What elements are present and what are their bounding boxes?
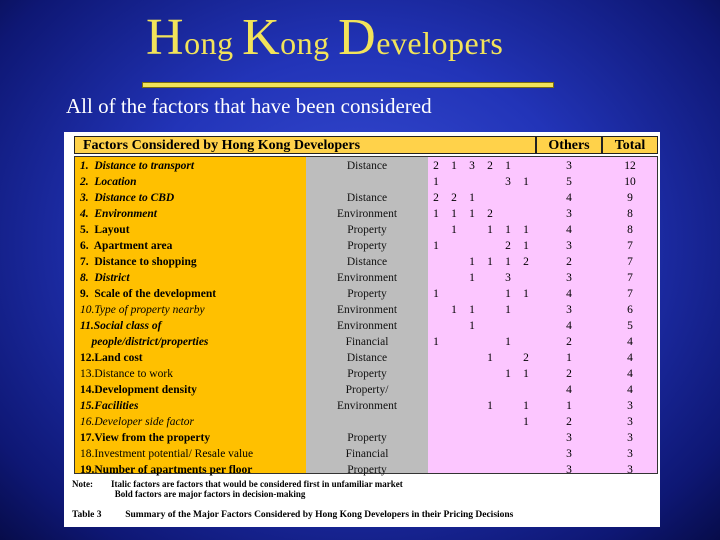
total-count: 8 (627, 224, 633, 236)
title-word-ong-2: ong (280, 25, 339, 61)
developer-mark: 1 (523, 368, 529, 380)
category-label: Distance (346, 352, 388, 364)
factor-label: 13.Distance to work (80, 368, 173, 380)
developer-mark: 2 (523, 352, 529, 364)
total-count: 3 (627, 448, 633, 460)
developer-mark: 2 (523, 256, 529, 268)
table-caption: Table 3 Summary of the Major Factors Considered by Hong Kong Developers in their Pricing Decisions (72, 510, 514, 520)
total-count: 10 (624, 176, 636, 188)
total-count: 4 (627, 336, 633, 348)
slide-title (146, 8, 503, 73)
table-row (64, 382, 660, 398)
developer-mark: 2 (433, 160, 439, 172)
table-row (64, 254, 660, 270)
table-row (64, 206, 660, 222)
others-count: 1 (566, 400, 572, 412)
table-row (64, 318, 660, 334)
developer-mark: 1 (451, 224, 457, 236)
developer-mark: 1 (505, 224, 511, 236)
others-count: 4 (566, 384, 572, 396)
factor-label: 19.Number of apartments per floor (80, 464, 253, 476)
others-count: 2 (566, 368, 572, 380)
category-label: Property (347, 240, 387, 252)
table-row (64, 430, 660, 446)
developer-mark: 2 (505, 240, 511, 252)
table-row (64, 158, 660, 174)
factor-label: 15.Facilities (80, 400, 139, 412)
title-letter-k: K (242, 9, 281, 66)
table-row (64, 174, 660, 190)
category-label: Property (347, 224, 387, 236)
table-row (64, 270, 660, 286)
factor-label: 11.Social class of (80, 320, 162, 332)
factor-label: 5. Layout (80, 224, 130, 236)
total-count: 3 (627, 400, 633, 412)
total-count: 4 (627, 368, 633, 380)
table-row (64, 366, 660, 382)
factor-label: 18.Investment potential/ Resale value (80, 448, 254, 460)
others-count: 3 (566, 240, 572, 252)
total-count: 4 (627, 352, 633, 364)
category-label: Distance (346, 192, 388, 204)
total-count: 8 (627, 208, 633, 220)
total-count: 3 (627, 464, 633, 476)
factor-label: 14.Development density (80, 384, 197, 396)
category-label: Environment (336, 304, 398, 316)
others-count: 4 (566, 224, 572, 236)
table-row (64, 334, 660, 350)
table-notes (72, 479, 403, 499)
others-count: 4 (566, 288, 572, 300)
category-label: Financial (345, 448, 389, 460)
factor-label: 12.Land cost (80, 352, 143, 364)
total-count: 7 (627, 240, 633, 252)
category-label: Distance (346, 160, 388, 172)
developer-mark: 1 (505, 368, 511, 380)
developer-mark: 1 (523, 288, 529, 300)
developer-mark: 1 (523, 240, 529, 252)
header-factors: Factors Considered by Hong Kong Developers (74, 136, 536, 154)
table-row (64, 286, 660, 302)
others-count: 3 (566, 160, 572, 172)
total-count: 3 (627, 416, 633, 428)
others-count: 5 (566, 176, 572, 188)
others-count: 4 (566, 192, 572, 204)
factor-label: 6. Apartment area (80, 240, 173, 252)
factor-label: 17.View from the property (80, 432, 211, 444)
developer-mark: 1 (505, 336, 511, 348)
category-label: Property/ (345, 384, 389, 396)
developer-mark: 1 (451, 304, 457, 316)
developer-mark: 1 (523, 176, 529, 188)
others-count: 3 (566, 272, 572, 284)
developer-mark: 1 (487, 224, 493, 236)
developer-mark: 2 (433, 192, 439, 204)
factor-label: 2. Location (80, 176, 137, 188)
category-label: Environment (336, 272, 398, 284)
table-row (64, 398, 660, 414)
developer-mark: 1 (523, 416, 529, 428)
developer-mark: 1 (433, 288, 439, 300)
developer-mark: 2 (487, 160, 493, 172)
table-row (64, 350, 660, 366)
category-label: Environment (336, 400, 398, 412)
total-count: 12 (624, 160, 636, 172)
table-row (64, 446, 660, 462)
category-label: Property (347, 464, 387, 476)
total-count: 5 (627, 320, 633, 332)
developer-mark: 1 (469, 192, 475, 204)
developer-mark: 3 (505, 176, 511, 188)
header-total: Total (602, 136, 658, 154)
total-count: 4 (627, 384, 633, 396)
factor-label: 10.Type of property nearby (80, 304, 205, 316)
category-label: Environment (336, 208, 398, 220)
category-label: Property (347, 432, 387, 444)
factor-label: 8. District (80, 272, 130, 284)
category-label: Distance (346, 256, 388, 268)
total-count: 7 (627, 256, 633, 268)
developer-mark: 2 (451, 192, 457, 204)
developer-mark: 1 (469, 320, 475, 332)
total-count: 3 (627, 432, 633, 444)
developer-mark: 1 (505, 288, 511, 300)
developer-mark: 1 (487, 352, 493, 364)
category-label: Environment (336, 320, 398, 332)
developer-mark: 1 (487, 256, 493, 268)
developer-mark: 1 (523, 400, 529, 412)
developer-mark: 1 (505, 160, 511, 172)
table-row (64, 222, 660, 238)
total-count: 9 (627, 192, 633, 204)
header-others: Others (536, 136, 602, 154)
factor-label: 4. Environment (80, 208, 158, 220)
category-label: Property (347, 288, 387, 300)
developer-mark: 1 (433, 176, 439, 188)
title-letter-d: D (338, 9, 377, 66)
developer-mark: 1 (451, 208, 457, 220)
developer-mark: 1 (505, 256, 511, 268)
others-count: 4 (566, 320, 572, 332)
others-count: 3 (566, 304, 572, 316)
category-label: Financial (345, 336, 389, 348)
title-word-ong: ong (184, 25, 243, 61)
table-row (64, 190, 660, 206)
developer-mark: 1 (433, 240, 439, 252)
note-italic: Note: Italic factors are factors that would be considered first in unfamiliar market (72, 479, 403, 489)
developer-mark: 1 (505, 304, 511, 316)
total-count: 7 (627, 272, 633, 284)
factor-label: people/district/properties (80, 336, 209, 348)
developer-mark: 1 (469, 304, 475, 316)
category-label: Property (347, 368, 387, 380)
factor-label: 1. Distance to transport (80, 160, 195, 172)
developer-mark: 1 (433, 208, 439, 220)
table-row (64, 302, 660, 318)
factor-label: 7. Distance to shopping (80, 256, 197, 268)
others-count: 2 (566, 416, 572, 428)
slide-subtitle: All of the factors that have been considered (66, 94, 432, 118)
others-count: 3 (566, 448, 572, 460)
others-count: 1 (566, 352, 572, 364)
title-word-evelopers: evelopers (376, 25, 504, 61)
developer-mark: 1 (469, 208, 475, 220)
developer-mark: 1 (451, 160, 457, 172)
factors-table-panel (64, 132, 660, 527)
others-count: 2 (566, 336, 572, 348)
table-row (64, 462, 660, 478)
total-count: 6 (627, 304, 633, 316)
developer-mark: 2 (487, 208, 493, 220)
developer-mark: 1 (433, 336, 439, 348)
developer-mark: 1 (469, 272, 475, 284)
table-row (64, 414, 660, 430)
others-count: 3 (566, 208, 572, 220)
table-row (64, 238, 660, 254)
others-count: 3 (566, 464, 572, 476)
note-bold: Bold factors are major factors in decision-making (72, 489, 306, 499)
factor-label: 3. Distance to CBD (80, 192, 175, 204)
others-count: 2 (566, 256, 572, 268)
title-letter-h: H (146, 9, 185, 66)
others-count: 3 (566, 432, 572, 444)
factor-label: 9. Scale of the development (80, 288, 217, 300)
title-underline (142, 82, 554, 88)
developer-mark: 3 (469, 160, 475, 172)
developer-mark: 3 (505, 272, 511, 284)
factor-label: 16.Developer side factor (80, 416, 195, 428)
developer-mark: 1 (487, 400, 493, 412)
developer-mark: 1 (469, 256, 475, 268)
total-count: 7 (627, 288, 633, 300)
developer-mark: 1 (523, 224, 529, 236)
